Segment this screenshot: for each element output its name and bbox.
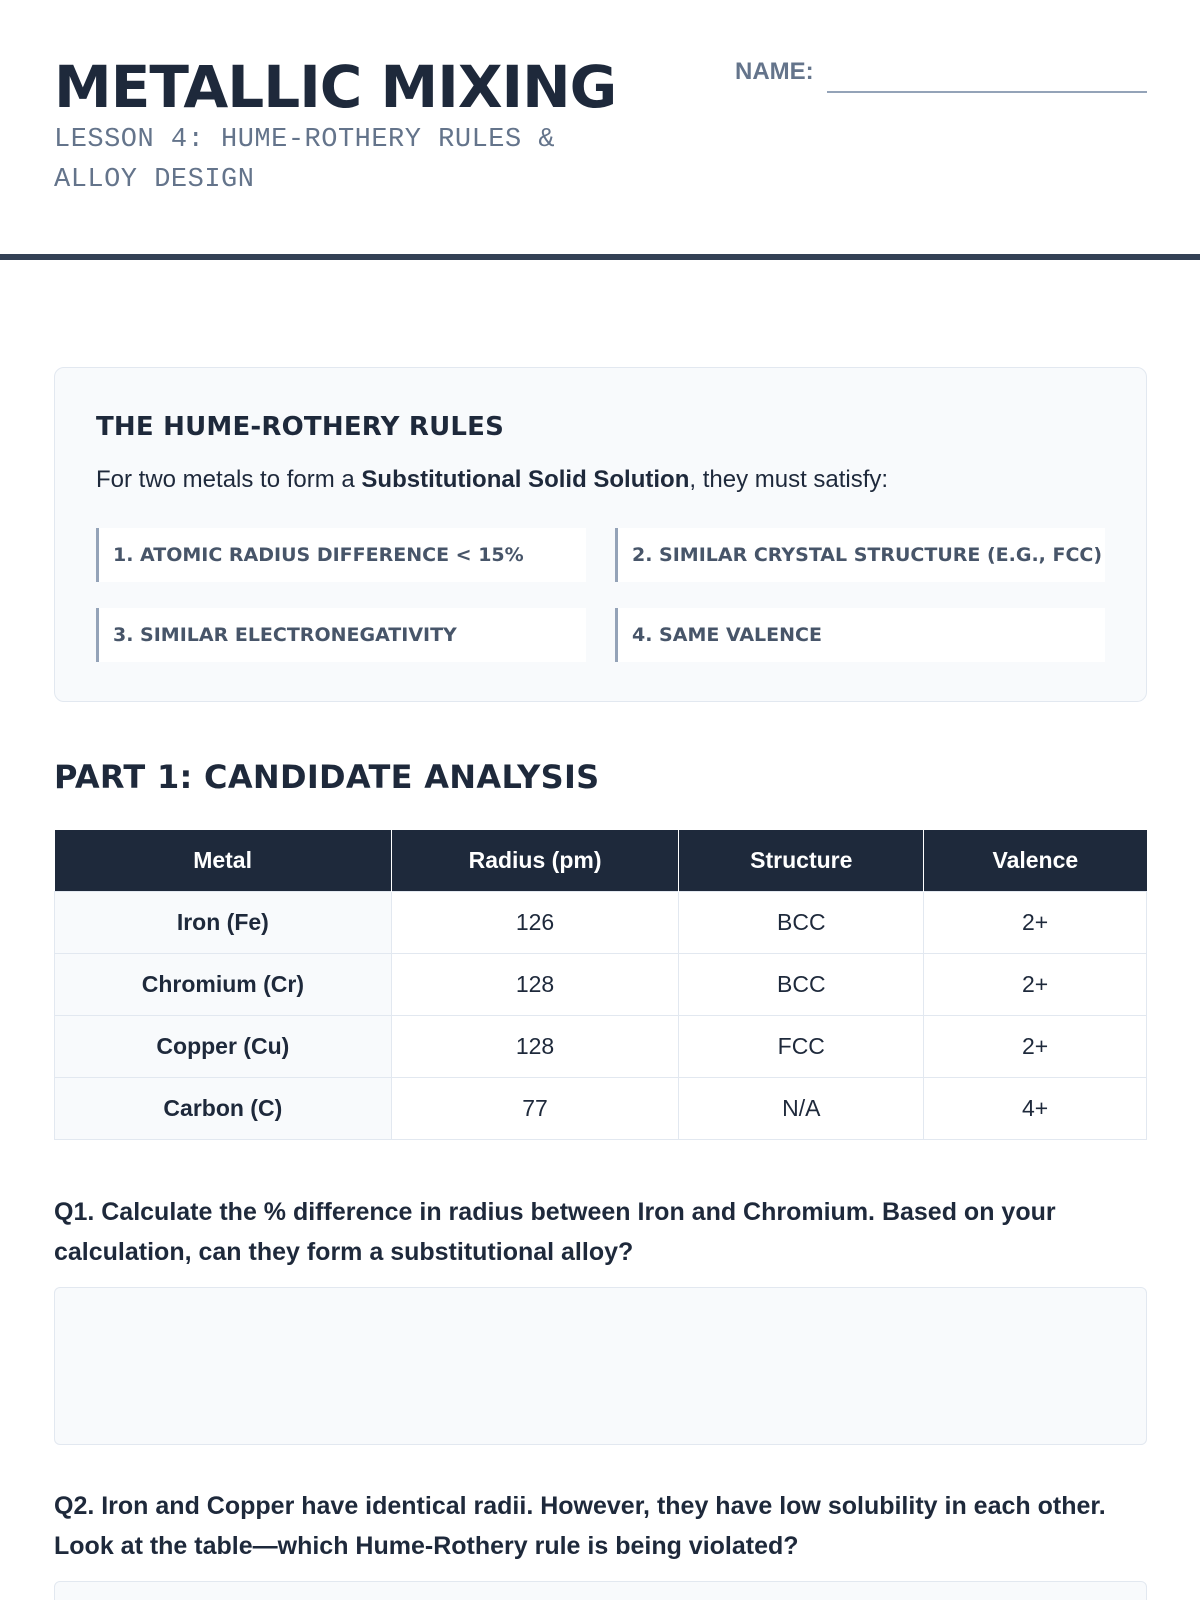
table-row [55,953,1147,1015]
valence-cell: 2+ [924,1015,1147,1077]
rules-intro-end: , they must satisfy: [689,466,889,493]
table-row [55,1015,1147,1077]
radius-cell: 128 [391,953,679,1015]
structure-cell: N/A [679,1077,924,1139]
name-label: NAME: [735,58,814,85]
valence-cell: 2+ [924,891,1147,953]
valence-cell: 4+ [924,1077,1147,1139]
question-2: Q2. Iron and Copper have identical radii. However, they have low solubility in each other. Look at the table—which Hume-Rothery rule is being violated? [54,1492,1106,1560]
radius-cell: 128 [391,1015,679,1077]
column-header: Metal [55,830,392,891]
rule-item: 3. SIMILAR ELECTRONEGATIVITY [96,608,586,662]
answer-box-q1[interactable] [54,1287,1147,1445]
part1-title: PART 1: CANDIDATE ANALYSIS [54,758,600,796]
valence-cell: 2+ [924,953,1147,1015]
rules-intro-start: For two metals to form a [96,466,362,493]
rule-item: 1. ATOMIC RADIUS DIFFERENCE < 15% [96,528,586,582]
metal-cell: Copper (Cu) [55,1015,392,1077]
rules-intro [96,466,888,494]
radius-cell: 126 [391,891,679,953]
rules-heading: THE HUME-ROTHERY RULES [96,412,505,442]
rule-item: 4. SAME VALENCE [615,608,1105,662]
table-header-row [55,830,1147,891]
question-1: Q1. Calculate the % difference in radius between Iron and Chromium. Based on your calculation, can they form a substitutional alloy? [54,1198,1056,1266]
table-row [55,1077,1147,1139]
rules-panel [54,367,1147,702]
rules-intro-emphasis: Substitutional Solid Solution [361,466,690,493]
structure-cell: BCC [679,891,924,953]
worksheet-title: METALLIC MIXING [54,53,617,121]
radius-cell: 77 [391,1077,679,1139]
metal-cell: Iron (Fe) [55,891,392,953]
candidate-table [54,830,1147,1140]
column-header: Valence [924,830,1147,891]
rule-item: 2. SIMILAR CRYSTAL STRUCTURE (E.G., FCC) [615,528,1105,582]
worksheet-header [0,0,1200,260]
column-header: Radius (pm) [391,830,679,891]
lesson-subtitle: LESSON 4: HUME-ROTHERY RULES & ALLOY DESIGN [54,125,556,195]
answer-box-q2[interactable] [54,1581,1147,1600]
structure-cell: BCC [679,953,924,1015]
column-header: Structure [679,830,924,891]
metal-cell: Carbon (C) [55,1077,392,1139]
structure-cell: FCC [679,1015,924,1077]
metal-cell: Chromium (Cr) [55,953,392,1015]
table-row [55,891,1147,953]
name-input-line[interactable] [827,91,1147,93]
